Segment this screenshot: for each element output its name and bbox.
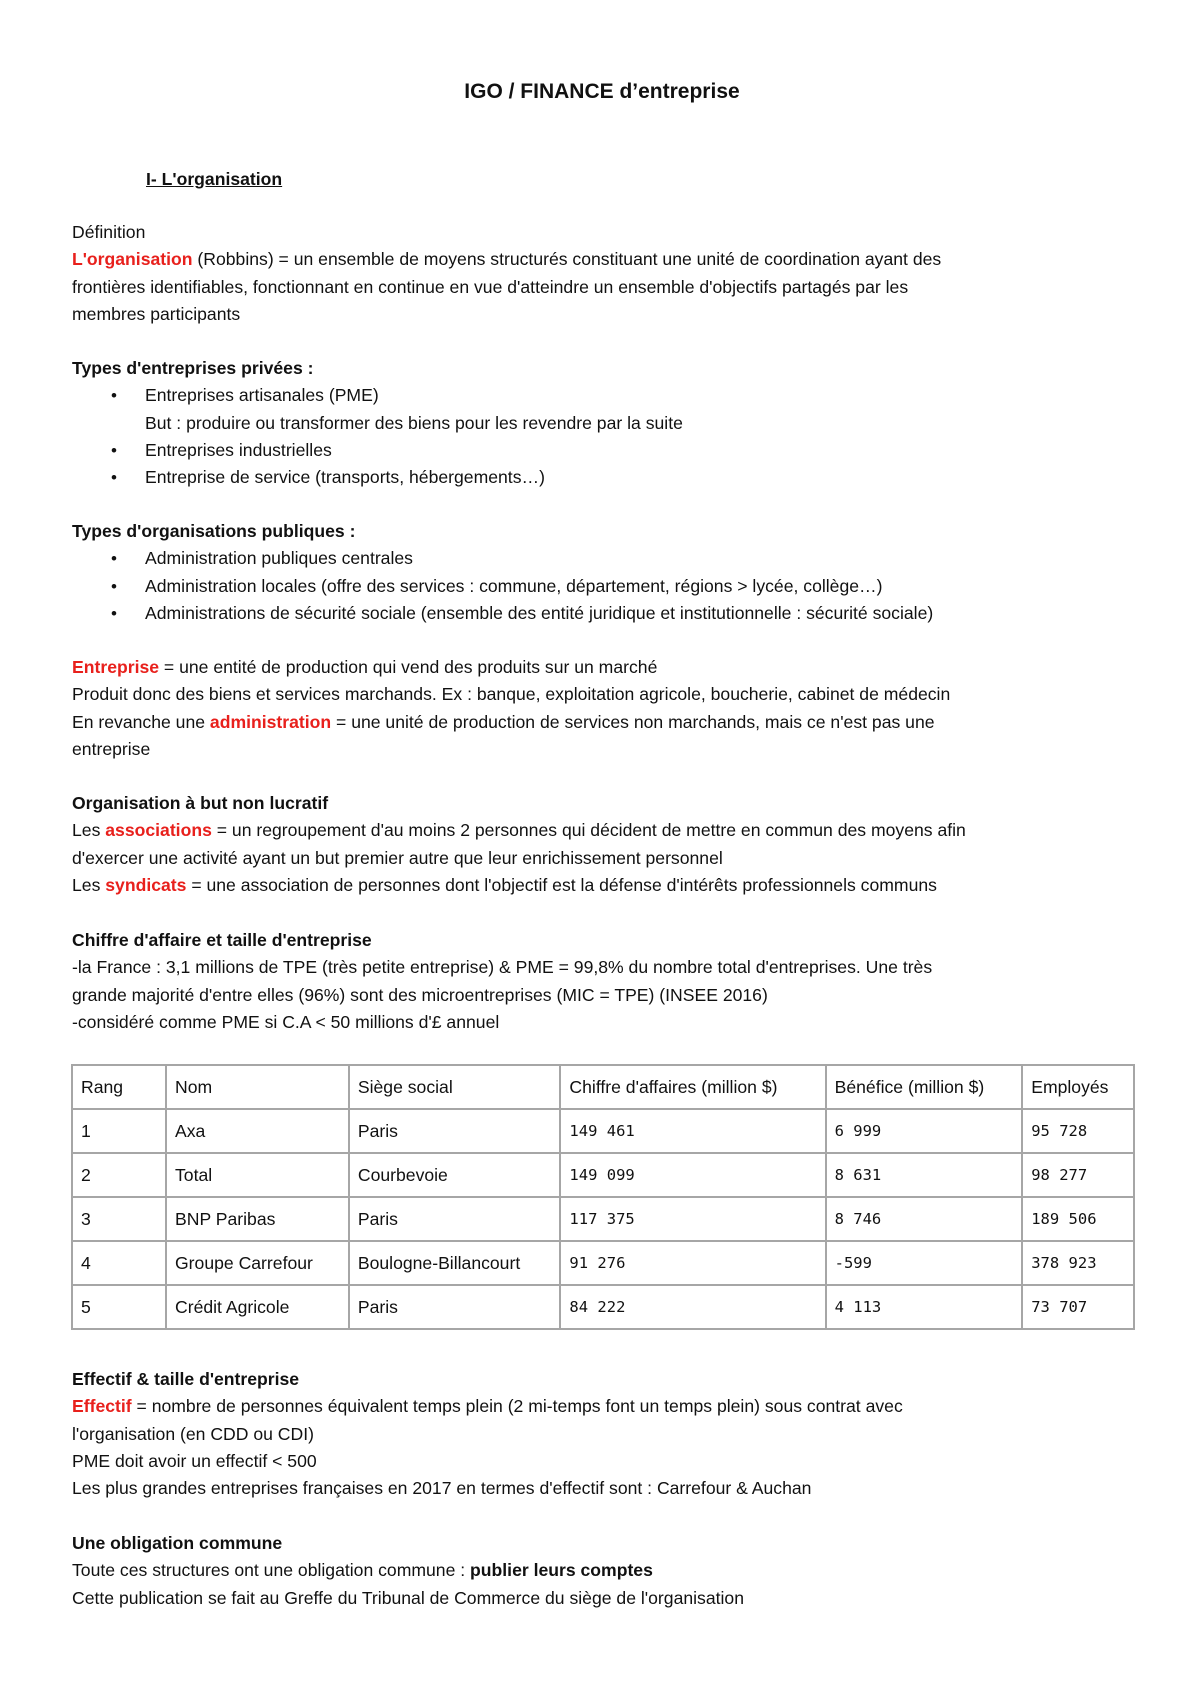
definition-line-1 <box>72 246 1132 273</box>
private-types-list <box>72 382 1132 491</box>
term-associations: associations <box>105 820 212 841</box>
private-types-block <box>72 355 1132 491</box>
obligation-block <box>72 1530 1132 1612</box>
table-cell-hq: Paris <box>349 1197 561 1241</box>
bullet-icon: • <box>111 468 117 488</box>
obligation-heading: Une obligation commune <box>72 1533 283 1553</box>
table-cell-profit: 6 999 <box>826 1109 1023 1153</box>
bullet-icon: • <box>111 603 117 623</box>
nonprofit-text: Les <box>72 874 106 895</box>
table-cell-employees: 378 923 <box>1022 1241 1134 1285</box>
bullet-icon: • <box>111 576 117 596</box>
table-cell-revenue: 117 375 <box>560 1197 825 1241</box>
revenue-line-1: -la France : 3,1 millions de TPE (très petite entreprise) & PME = 99,8% du nombre total d'entreprises. Une très <box>72 957 933 978</box>
list-item-text: Administration publiques centrales <box>145 548 413 569</box>
table-cell-employees: 98 277 <box>1022 1153 1134 1197</box>
revenue-line-2: grande majorité d'entre elles (96%) sont des microentreprises (MIC = TPE) (INSEE 2016) <box>72 984 768 1005</box>
table-header-cell: Rang <box>72 1065 166 1109</box>
enterprise-line-1 <box>72 654 1132 681</box>
term-organisation: L'organisation <box>72 249 193 270</box>
table-cell-revenue: 91 276 <box>560 1241 825 1285</box>
list-item <box>72 600 1132 627</box>
term-administration: administration <box>209 711 332 732</box>
table-cell-profit: -599 <box>826 1241 1023 1285</box>
nonprofit-block <box>72 790 1132 899</box>
definition-block <box>72 219 1132 328</box>
nonprofit-line-2: d'exercer une activité ayant un but premier autre que leur enrichissement personnel <box>72 847 723 868</box>
table-cell-employees: 73 707 <box>1022 1285 1134 1329</box>
list-item-text: Entreprises industrielles <box>145 439 332 460</box>
enterprise-line-2: Produit donc des biens et services marchands. Ex : banque, exploitation agricole, boucherie, cabinet de médecin <box>72 684 951 705</box>
public-types-list <box>72 545 1132 627</box>
enterprise-line-4: entreprise <box>72 738 151 759</box>
table-cell-name: Axa <box>166 1109 349 1153</box>
list-item-text: Administrations de sécurité sociale (ensemble des entité juridique et institutionnelle : sécurité sociale) <box>145 602 934 623</box>
table-cell-name: BNP Paribas <box>166 1197 349 1241</box>
table-cell-revenue: 149 099 <box>560 1153 825 1197</box>
headcount-line-2: l'organisation (en CDD ou CDI) <box>72 1423 314 1444</box>
table-header-cell: Bénéfice (million $) <box>826 1065 1023 1109</box>
enterprise-line-3 <box>72 709 1132 736</box>
table-row <box>72 1241 1134 1285</box>
list-item <box>72 464 1132 491</box>
obligation-line-2: Cette publication se fait au Greffe du Tribunal de Commerce du siège de l'organisation <box>72 1587 744 1608</box>
table-cell-hq: Paris <box>349 1109 561 1153</box>
list-item <box>72 573 1132 600</box>
headcount-line-1 <box>72 1393 1132 1420</box>
obligation-text: Toute ces structures ont une obligation commune : <box>72 1560 471 1581</box>
table-cell-profit: 8 746 <box>826 1197 1023 1241</box>
table-header-row <box>72 1065 1134 1109</box>
table-cell-hq: Boulogne-Billancourt <box>349 1241 561 1285</box>
table-cell-rank: 2 <box>72 1153 166 1197</box>
table-cell-profit: 8 631 <box>826 1153 1023 1197</box>
list-item-text: Entreprises artisanales (PME) <box>145 385 379 406</box>
headcount-line-4: Les plus grandes entreprises françaises en 2017 en termes d'effectif sont : Carrefour & Auchan <box>72 1478 812 1499</box>
definition-line-2: frontières identifiables, fonctionnant en continue en vue d'atteindre un ensemble d'objectifs partagés par les <box>72 276 909 297</box>
table-cell-name: Total <box>166 1153 349 1197</box>
enterprise-text: En revanche une <box>72 711 210 732</box>
table-cell-hq: Paris <box>349 1285 561 1329</box>
table-cell-revenue: 149 461 <box>560 1109 825 1153</box>
table-cell-rank: 4 <box>72 1241 166 1285</box>
bullet-icon: • <box>111 440 117 460</box>
nonprofit-text: Les <box>72 820 106 841</box>
headcount-text: = nombre de personnes équivalent temps plein (2 mi-temps font un temps plein) sous contrat avec <box>131 1396 903 1417</box>
revenue-heading: Chiffre d'affaire et taille d'entreprise <box>72 930 372 950</box>
revenue-line-3: -considéré comme PME si C.A < 50 millions d'£ annuel <box>72 1011 500 1032</box>
table-header-cell: Chiffre d'affaires (million $) <box>560 1065 825 1109</box>
table-row <box>72 1285 1134 1329</box>
nonprofit-line-1 <box>72 817 1132 844</box>
companies-table <box>71 1064 1135 1330</box>
table-cell-rank: 1 <box>72 1109 166 1153</box>
table-cell-employees: 95 728 <box>1022 1109 1134 1153</box>
enterprise-text: = une entité de production qui vend des produits sur un marché <box>159 657 658 677</box>
table-header-cell: Nom <box>166 1065 349 1109</box>
private-types-heading: Types d'entreprises privées : <box>72 358 314 378</box>
obligation-line-1 <box>72 1557 1132 1584</box>
table-cell-profit: 4 113 <box>826 1285 1023 1329</box>
list-item-continuation: But : produire ou transformer des biens pour les revendre par la suite <box>145 412 683 433</box>
table-cell-rank: 3 <box>72 1197 166 1241</box>
bullet-icon: • <box>111 386 117 406</box>
headcount-heading: Effectif & taille d'entreprise <box>72 1369 300 1389</box>
table-cell-name: Crédit Agricole <box>166 1285 349 1329</box>
bullet-icon: • <box>111 549 117 569</box>
table-cell-name: Groupe Carrefour <box>166 1241 349 1285</box>
obligation-emphasis: publier leurs comptes <box>470 1560 653 1581</box>
definition-line-3: membres participants <box>72 303 241 324</box>
enterprise-block <box>72 654 1132 763</box>
table-cell-rank: 5 <box>72 1285 166 1329</box>
term-effectif: Effectif <box>72 1396 132 1417</box>
nonprofit-text: = une association de personnes dont l'objectif est la défense d'intérêts professionnels communs <box>186 874 937 895</box>
table-row <box>72 1197 1134 1241</box>
table-cell-employees: 189 506 <box>1022 1197 1134 1241</box>
public-types-heading: Types d'organisations publiques : <box>72 521 356 541</box>
list-item <box>72 545 1132 572</box>
list-item-text: Entreprise de service (transports, hébergements…) <box>145 467 545 488</box>
public-types-block <box>72 518 1132 627</box>
nonprofit-heading: Organisation à but non lucratif <box>72 793 329 813</box>
definition-text: (Robbins) = un ensemble de moyens structurés constituant une unité de coordination ayant des <box>192 249 942 270</box>
headcount-block <box>72 1366 1132 1502</box>
page-title: IGO / FINANCE d’entreprise <box>464 80 740 103</box>
table-header-cell: Employés <box>1022 1065 1134 1109</box>
list-item <box>72 382 1132 409</box>
nonprofit-line-3 <box>72 872 1132 899</box>
term-syndicats: syndicats <box>105 874 187 895</box>
table-header-cell: Siège social <box>349 1065 561 1109</box>
revenue-block <box>72 927 1132 1036</box>
list-item <box>72 437 1132 464</box>
table-row <box>72 1109 1134 1153</box>
term-entreprise: Entreprise <box>72 657 160 677</box>
section-heading: I- L'organisation <box>146 169 283 189</box>
list-item-text: Administration locales (offre des services : commune, département, régions > lycée, collège…) <box>145 575 883 596</box>
headcount-line-3: PME doit avoir un effectif < 500 <box>72 1450 317 1471</box>
nonprofit-text: = un regroupement d'au moins 2 personnes qui décident de mettre en commun des moyens afin <box>211 820 966 841</box>
definition-label: Définition <box>72 222 146 242</box>
enterprise-text: = une unité de production de services non marchands, mais ce n'est pas une <box>331 711 935 732</box>
table-cell-hq: Courbevoie <box>349 1153 561 1197</box>
table-cell-revenue: 84 222 <box>560 1285 825 1329</box>
table-row <box>72 1153 1134 1197</box>
